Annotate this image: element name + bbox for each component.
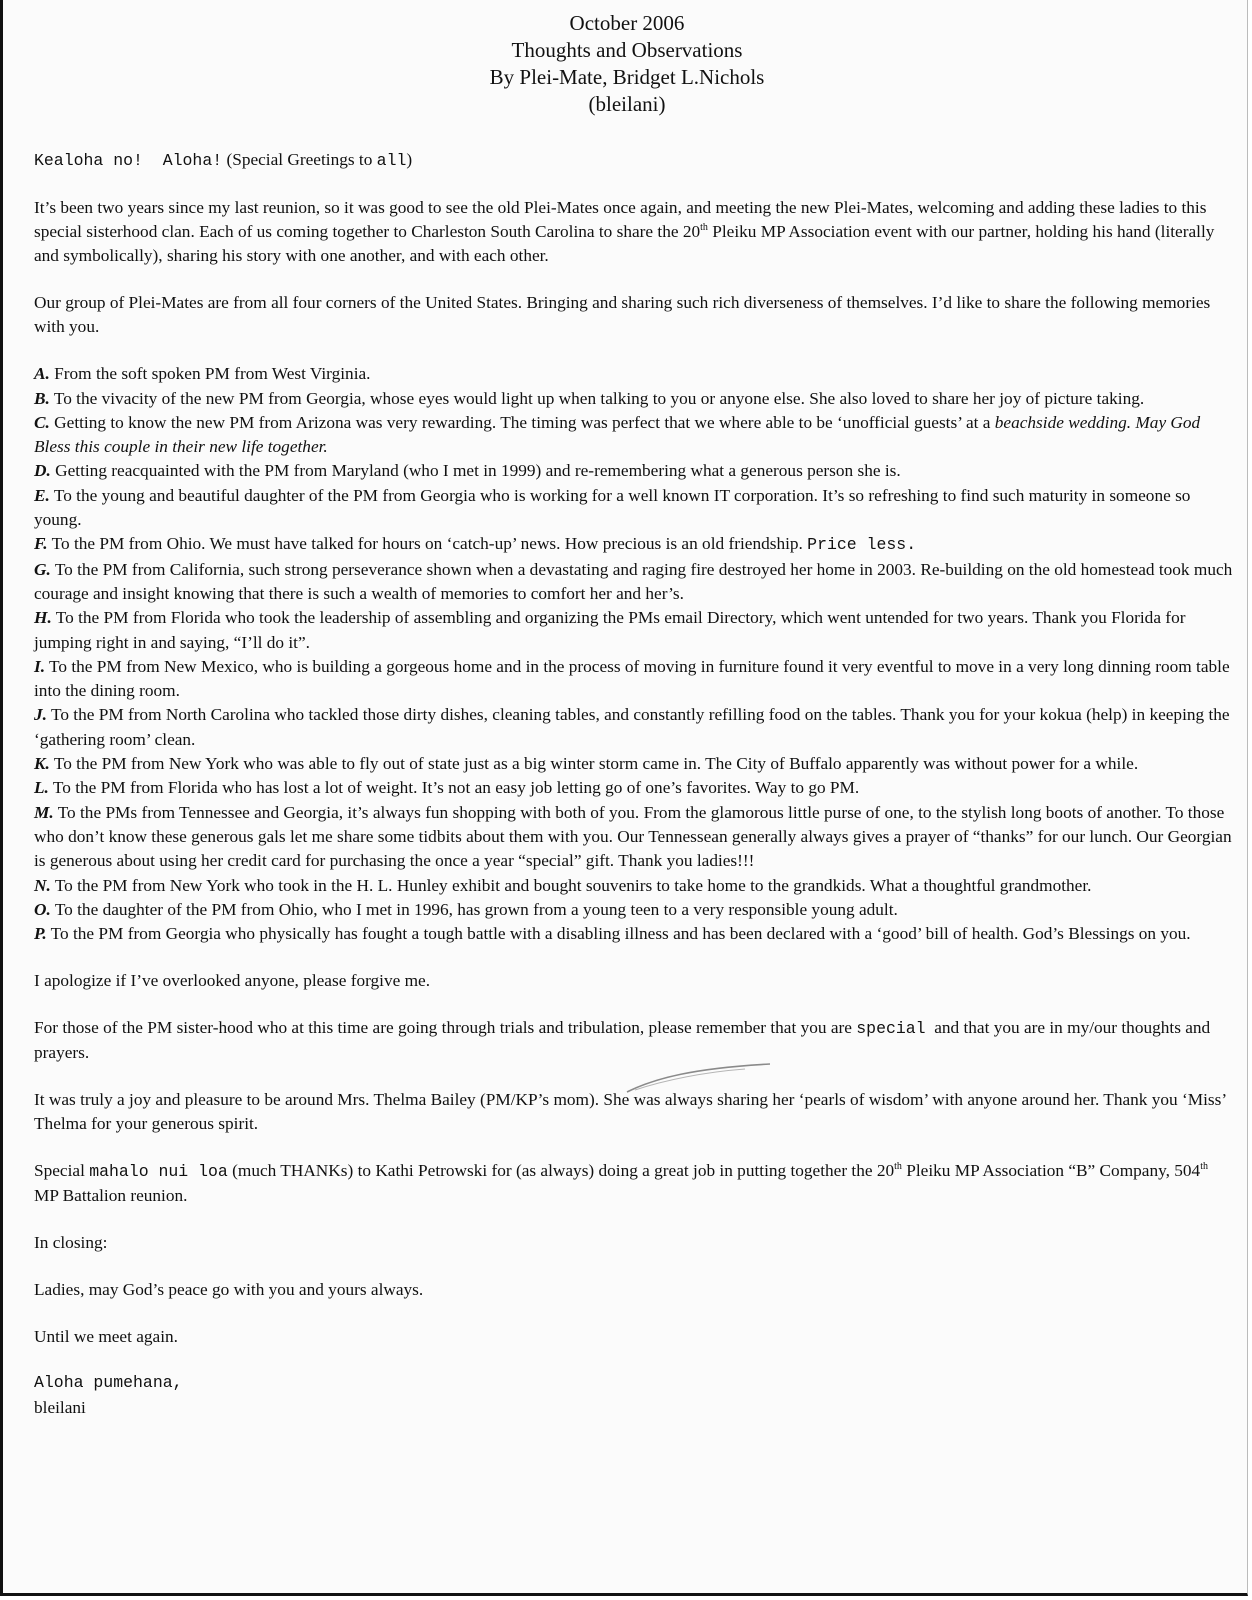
memory-item-text: To the daughter of the PM from Ohio, who I met in 1996, has grown from a young teen to a very responsible young adult.: [50, 899, 898, 919]
memory-item: [34, 411, 1234, 460]
memory-item-text: To the PM from California, such strong perseverance shown when a devastating and raging fire destroyed her home in 2003. Re-building on the old homestead took much courage and insight knowing that there is such a wealth of memories to comfort her and her’s.: [34, 559, 1233, 603]
memory-item-letter: D.: [34, 461, 51, 481]
memory-item-text: To the PM from New York who was able to fly out of state just as a big winter storm came in. The City of Buffalo apparently was without power for a while.: [49, 754, 1139, 774]
memory-item: [34, 752, 1234, 776]
mahalo-text-b: (much THANKs) to Kathi Petrowski for (as always) doing a great job in putting together the 20: [227, 1160, 895, 1180]
memory-item-letter: M.: [34, 802, 54, 822]
document-body: [34, 148, 1234, 1420]
header-alias: (bleilani): [588, 92, 666, 116]
memory-item-text: To the PM from Florida who took the leadership of assembling and organizing the PMs email Directory, which went untended for two years. Thank you Florida for jumping right in and saying, “I’ll do it”.: [34, 608, 1186, 652]
memory-item-letter: N.: [34, 875, 51, 895]
memory-item-text: To the PM from North Carolina who tackled those dirty dishes, cleaning tables, and constantly refilling food on the tables. Thank you for your kokua (help) in keeping the ‘gathering room’ clean.: [34, 705, 1230, 749]
memory-list: [34, 362, 1234, 946]
sisterhood-text-b: and that you are in my/our thoughts and prayers.: [34, 1017, 1215, 1062]
intro-paragraph: [34, 196, 1234, 269]
memory-item-letter: O.: [34, 899, 51, 919]
header-date: October 2006: [569, 11, 685, 35]
memory-item-text: To the vivacity of the new PM from Georgia, whose eyes would light up when talking to you or anyone else. She also loved to share her joy of picture taking.: [49, 388, 1145, 408]
mahalo-text-d: MP Battalion reunion.: [34, 1186, 188, 1206]
intro-text-a: It’s been two years since my last reunion, so it was good to see the old Plei-Mates once again, and meeting the new Plei-Mates, welcoming and adding these ladies to this special sisterhood clan. Each of us coming together to Charleston South Carolina to share the 20: [34, 197, 1207, 242]
memory-item: [34, 558, 1234, 607]
memory-item-italic-text: beachside wedding. May God Bless this couple in their new life together.: [34, 412, 1201, 457]
signoff-block: [34, 1371, 1234, 1420]
memory-item: [34, 655, 1234, 704]
memory-item-text: To the PM from Florida who has lost a lot of weight. It’s not an easy job letting go of one’s favorites. Way to go PM.: [48, 778, 860, 798]
mahalo-hawaiian: mahalo nui loa: [89, 1161, 228, 1181]
sisterhood-paragraph: [34, 1016, 1234, 1066]
memory-item-letter: L.: [34, 778, 49, 798]
memory-item: [34, 703, 1234, 752]
memory-item-letter: F.: [34, 534, 48, 554]
mahalo-paragraph: [34, 1159, 1234, 1209]
sisterhood-special: special: [856, 1018, 926, 1038]
memory-item-letter: K.: [34, 754, 50, 774]
intro-sup: th: [700, 222, 708, 234]
memory-item-letter: E.: [34, 485, 50, 505]
memory-item-letter: H.: [34, 608, 52, 628]
memory-item-text: From the soft spoken PM from West Virginia.: [49, 364, 371, 384]
memory-item: [34, 776, 1234, 800]
header-title: Thoughts and Observations: [511, 38, 743, 62]
mahalo-sup-1: th: [894, 1161, 902, 1173]
memory-item-text: Getting reacquainted with the PM from Maryland (who I met in 1999) and re-remembering what a generous person she is.: [50, 461, 901, 481]
memory-item-text: To the PMs from Tennessee and Georgia, it’s always fun shopping with both of you. From the glamorous little purse of one, to the stylish long boots of another. To those who don’t know these generous gals let me share some tidbits about them with you. Our Tennessean generally always gives a prayer of “thanks” for our lunch. Our Georgian is generous about using her credit card for purchasing the once a year “special” gift. Thank you ladies!!!: [34, 802, 1232, 871]
memory-item-letter: I.: [34, 656, 46, 676]
mahalo-text-a: Special: [34, 1160, 90, 1180]
greeting-hawaiian: Kealoha no! Aloha!: [34, 151, 223, 170]
header-byline: By Plei-Mate, Bridget L.Nichols: [489, 65, 765, 89]
apology-paragraph: I apologize if I’ve overlooked anyone, please forgive me.: [34, 970, 431, 990]
memory-item-letter: P.: [34, 924, 47, 944]
closing-line: In closing:: [34, 1232, 108, 1252]
memory-item-letter: C.: [34, 412, 50, 432]
mahalo-text-c: Pleiku MP Association “B” Company, 504: [901, 1160, 1201, 1180]
memory-item: [34, 874, 1234, 898]
signature-name: bleilani: [34, 1397, 86, 1417]
document-header: [3, 10, 1251, 118]
memory-item: [34, 387, 1234, 411]
memory-item-mono-text: Price less.: [807, 535, 917, 555]
thelma-paragraph: It was truly a joy and pleasure to be around Mrs. Thelma Bailey (PM/KP’s mom). She was always sharing her ‘pearls of wisdom’ with anyone around her. Thank you ‘Miss’ Thelma for your generous spirit.: [34, 1089, 1226, 1134]
memory-item: [34, 532, 1234, 557]
memory-item: [34, 922, 1234, 946]
group-paragraph: Our group of Plei-Mates are from all four corners of the United States. Bringing and sharing such rich diverseness of themselves. I’d like to share the following memories with you.: [34, 293, 1211, 337]
mahalo-sup-2: th: [1200, 1161, 1208, 1173]
memory-item-text: To the PM from Georgia who physically has fought a tough battle with a disabling illness and has been declared with a ‘good’ bill of health. God’s Blessings on you.: [46, 924, 1191, 944]
sisterhood-text-a: For those of the PM sister-hood who at this time are going through trials and tribulation, please remember that you are: [34, 1017, 857, 1037]
greeting-text-a: (Special Greetings to: [222, 150, 377, 169]
greeting-line: [34, 148, 1234, 173]
signoff-line: Aloha pumehana,: [34, 1373, 183, 1393]
memory-item-text: Getting to know the new PM from Arizona was very rewarding. The timing was perfect that we where able to be ‘unofficial guests’ at a: [49, 412, 995, 432]
memory-item-letter: J.: [34, 705, 47, 725]
memory-item: [34, 801, 1234, 874]
memory-item: [34, 898, 1234, 922]
memory-item-text: To the PM from Ohio. We must have talked for hours on ‘catch-up’ news. How precious is an old friendship.: [47, 534, 808, 554]
memory-item-letter: B.: [34, 388, 50, 408]
memory-item-text: To the PM from New York who took in the H. L. Hunley exhibit and bought souvenirs to take home to the grandkids. What a thoughtful grandmother.: [50, 875, 1092, 895]
memory-item: [34, 459, 1234, 483]
until-line: Until we meet again.: [34, 1326, 178, 1346]
greeting-all: all: [376, 151, 407, 170]
memory-item-text: To the young and beautiful daughter of the PM from Georgia who is working for a well known IT corporation. It’s so refreshing to find such maturity in someone so young.: [34, 485, 1191, 530]
memory-item: [34, 606, 1234, 655]
memory-item: [34, 362, 1234, 386]
memory-item-letter: G.: [34, 559, 51, 579]
memory-item-letter: A.: [34, 364, 50, 384]
memory-item: [34, 484, 1234, 533]
memory-item-text: To the PM from New Mexico, who is building a gorgeous home and in the process of moving in furniture found it very eventful to move in a very long dinning room table into the dining room.: [34, 656, 1230, 701]
pen-stroke-mark: [625, 1060, 775, 1096]
greeting-text-b: ): [406, 150, 413, 169]
blessing-line: Ladies, may God’s peace go with you and yours always.: [34, 1279, 424, 1299]
intro-text-b: Pleiku MP Association event with our partner, holding his hand (literally and symbolically), sharing his story with one another, and with each other.: [34, 222, 1215, 266]
